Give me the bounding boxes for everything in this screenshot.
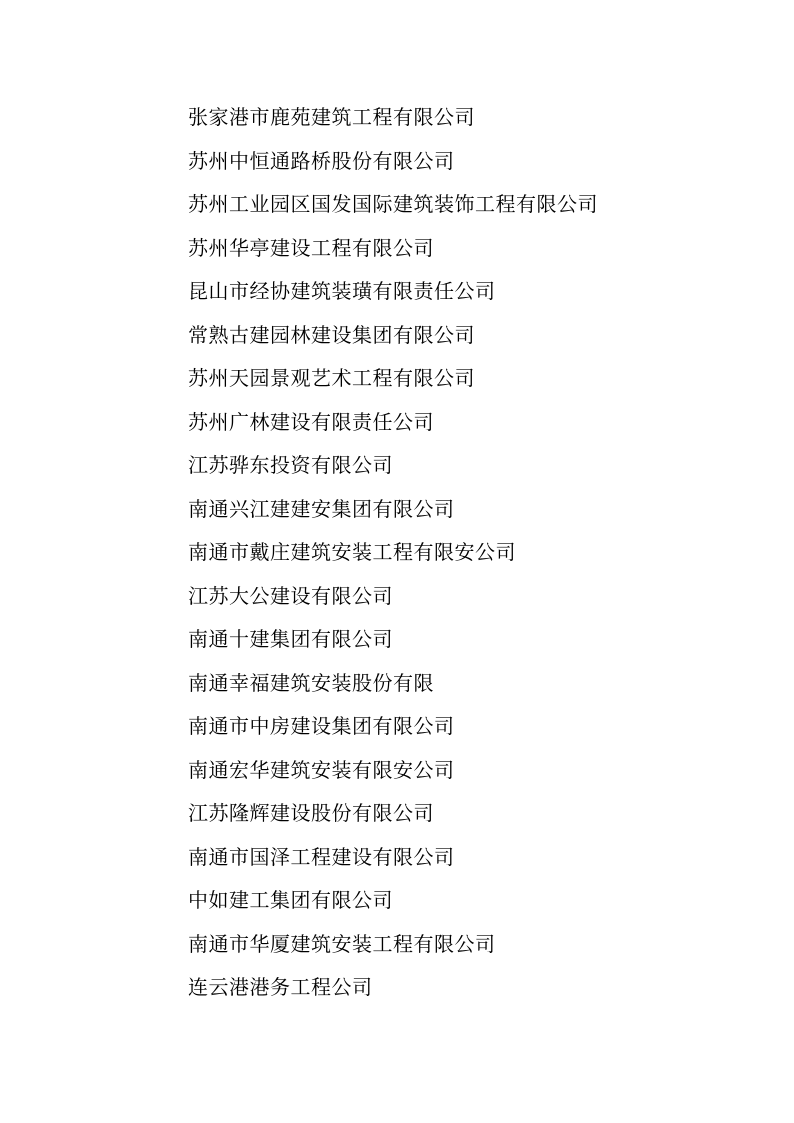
company-name: 苏州华亭建设工程有限公司 [188, 235, 434, 260]
company-name: 连云港港务工程公司 [188, 975, 373, 999]
company-name: 南通幸福建筑安装股份有限 [188, 670, 434, 695]
company-name: 南通市华厦建筑安装工程有限公司 [188, 931, 496, 956]
company-name: 南通兴江建建安集团有限公司 [188, 496, 455, 521]
company-name: 江苏大公建设有限公司 [188, 583, 393, 608]
company-name: 苏州广林建设有限责任公司 [188, 409, 434, 434]
company-name: 南通十建集团有限公司 [188, 627, 393, 651]
company-name: 南通市中房建设集团有限公司 [188, 714, 455, 738]
company-name: 南通市国泽工程建设有限公司 [188, 844, 455, 869]
company-name: 常熟古建园林建设集团有限公司 [188, 322, 475, 347]
company-name: 昆山市经协建筑装璜有限责任公司 [188, 279, 496, 303]
company-list [188, 103, 598, 1017]
company-name: 张家港市鹿苑建筑工程有限公司 [188, 105, 475, 129]
company-name: 苏州天园景观艺术工程有限公司 [188, 366, 475, 390]
company-name: 苏州工业园区国发国际建筑装饰工程有限公司 [188, 192, 598, 216]
company-name: 南通市戴庄建筑安装工程有限安公司 [188, 540, 516, 564]
company-name: 江苏骅东投资有限公司 [188, 453, 393, 477]
company-name: 苏州中恒通路桥股份有限公司 [188, 148, 455, 173]
company-name: 中如建工集团有限公司 [188, 888, 393, 912]
company-name: 江苏隆辉建设股份有限公司 [188, 801, 434, 825]
company-name: 南通宏华建筑安装有限安公司 [188, 757, 455, 782]
